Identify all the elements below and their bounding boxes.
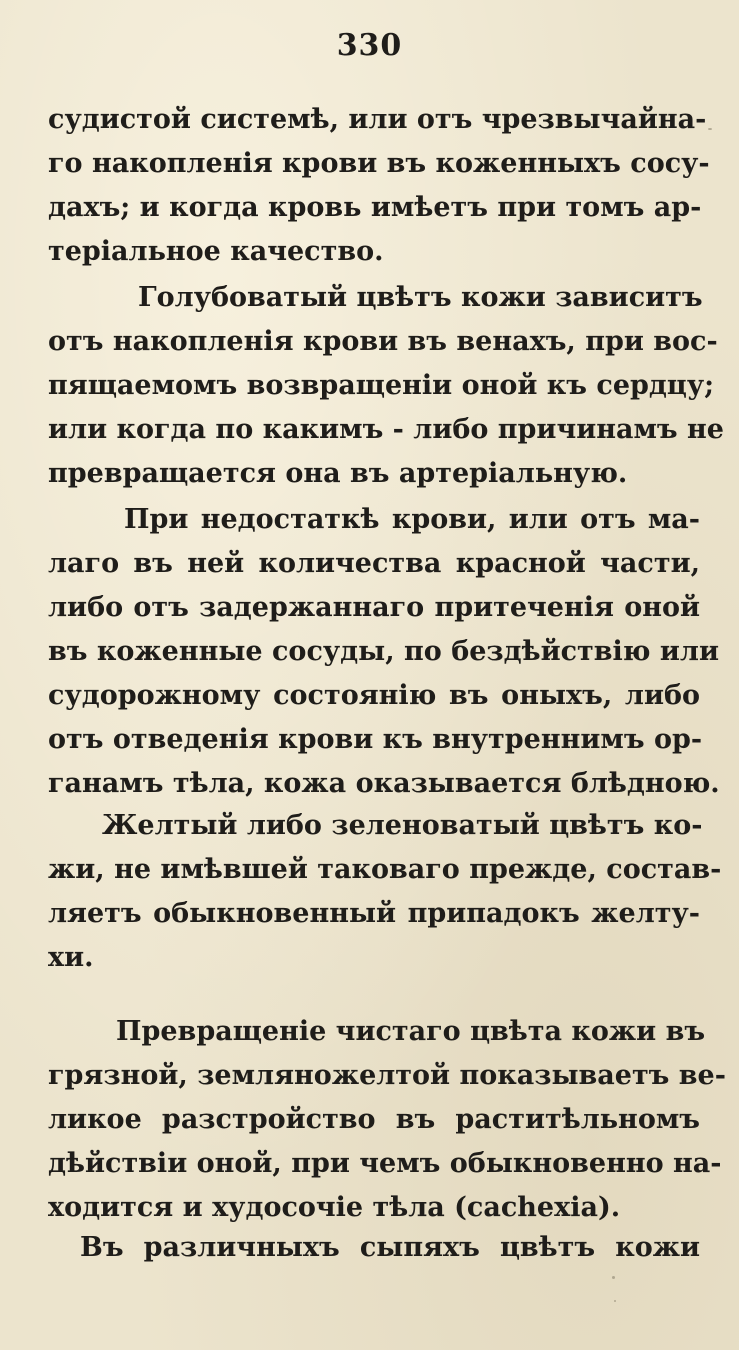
text-line: го накопленія крови въ коженныхъ сосу- — [48, 148, 710, 179]
text-line: или когда по какимъ - либо причинамъ не — [48, 414, 724, 445]
paragraph-6 — [48, 1226, 700, 1270]
text-line: превращается она въ артеріальную. — [48, 458, 628, 489]
paper-speck — [612, 1276, 615, 1279]
text-line: отъ накопленія крови въ венахъ, при вос- — [48, 326, 718, 357]
paragraph-2 — [48, 276, 724, 496]
text-line: судорожному состоянію въ оныхъ, либо — [48, 680, 700, 711]
text-line: ходится и худосочіе тѣла (cachexia). — [48, 1192, 621, 1223]
text-line: Въ различныхъ сыпяхъ цвѣтъ кожи — [80, 1232, 700, 1263]
text-line: ликое разстройство въ раститѣльномъ — [48, 1104, 700, 1135]
paper-speck — [708, 128, 712, 130]
paper-speck — [614, 1300, 616, 1302]
page-number: 330 — [336, 28, 403, 63]
text-line: дахъ; и когда кровь имѣетъ при томъ ар- — [48, 192, 702, 223]
text-line: хи. — [48, 942, 94, 973]
text-line: лаго въ ней количества красной части, — [48, 548, 700, 579]
text-line: Желтый либо зеленоватый цвѣтъ ко- — [102, 810, 703, 841]
text-line: грязной, земляножелтой показываетъ ве- — [48, 1060, 726, 1091]
text-line: жи, не имѣвшей таковаго прежде, состав- — [48, 854, 722, 885]
text-line: теріальное качество. — [48, 236, 384, 267]
paragraph-4 — [48, 804, 722, 980]
paragraph-1 — [48, 98, 710, 274]
text-line: Превращеніе чистаго цвѣта кожи въ — [116, 1016, 706, 1047]
text-line: либо отъ задержаннаго притеченія оной — [48, 592, 700, 623]
text-line: ляетъ обыкновенный припадокъ желту- — [48, 898, 700, 929]
paragraph-5 — [48, 1010, 726, 1230]
text-line: При недостаткѣ крови, или отъ ма- — [124, 504, 700, 535]
paragraph-3 — [48, 498, 720, 806]
text-line: въ коженные сосуды, по бездѣйствію или — [48, 636, 719, 667]
text-line: Голубоватый цвѣтъ кожи зависитъ — [138, 282, 703, 313]
text-line: дѣйствіи оной, при чемъ обыкновенно на- — [48, 1148, 722, 1179]
text-line: отъ отведенія крови къ внутреннимъ ор- — [48, 724, 703, 755]
text-line: пящаемомъ возвращеніи оной къ сердцу; — [48, 370, 715, 401]
text-line: ганамъ тѣла, кожа оказывается блѣдною. — [48, 768, 720, 799]
text-line: судистой системѣ, или отъ чрезвычайна- — [48, 104, 707, 135]
